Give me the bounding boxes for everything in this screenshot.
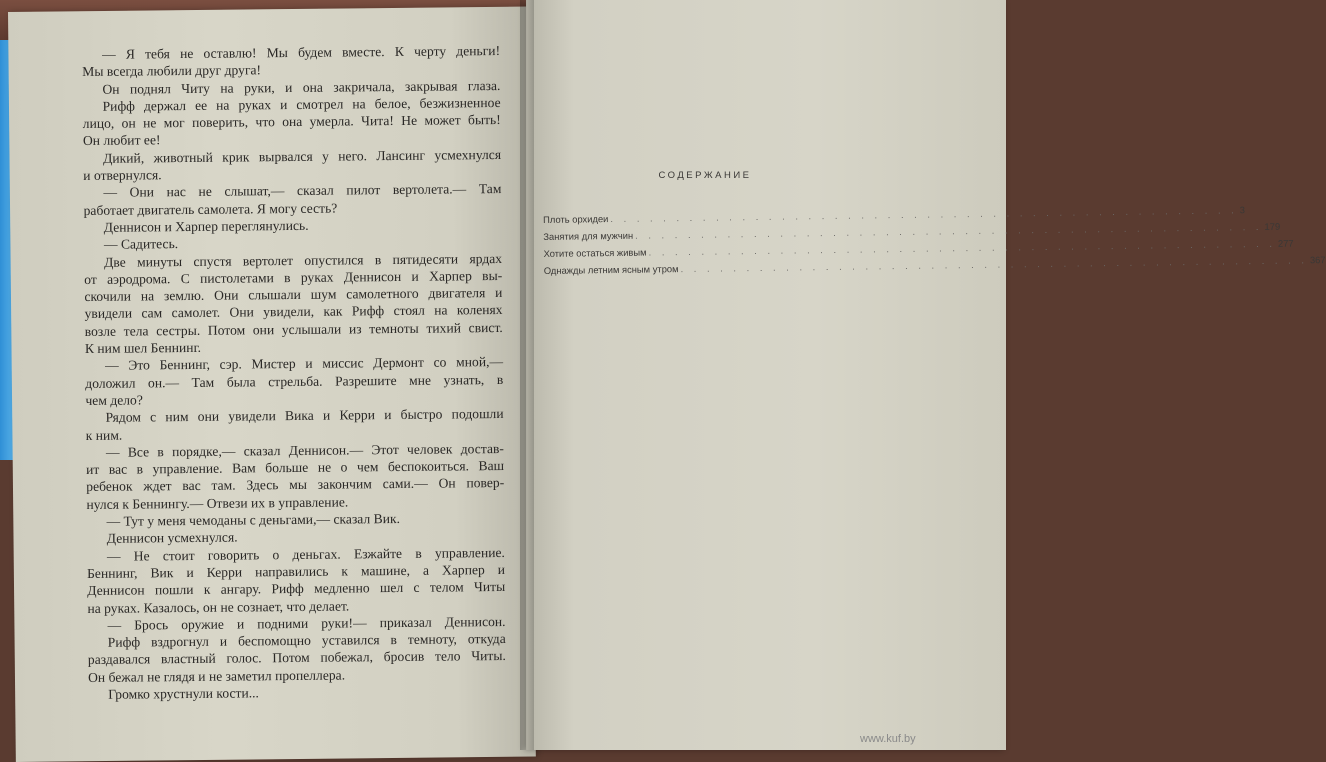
text-line: Он поднял Читу на руки, и она закричала, закрывая глаза.: [102, 77, 501, 97]
text-line: — Они нас не слышат,— сказал пилот вертолета.— Там: [103, 181, 502, 201]
text-line: — Садитесь.: [103, 236, 179, 253]
toc-entry-title: Хотите остаться живым: [543, 246, 647, 259]
text-line: Рифф держал ее на руках и смотрел на белое, безжизненное: [102, 94, 501, 114]
toc-entry-page: 277: [1277, 237, 1294, 249]
text-line: — Не стоит говорить о деньгах. Езжайте в управление.: [106, 544, 505, 564]
text-line: лицо, он не мог поверить, что она умерла. Чита! Не может быть!: [82, 112, 501, 132]
toc-entry-page: 179: [1264, 220, 1281, 232]
text-line: нулся к Беннингу.— Отвези их в управление.: [86, 494, 349, 512]
text-line: возле тела сестры. Потом они услышали из темноты тихий свист.: [84, 319, 503, 339]
story-text: [82, 42, 506, 703]
text-line: Две минуты спустя вертолет опустился в пятидесяти ярдах: [104, 250, 503, 270]
text-line: раздавался властный голос. Потом побежал, бросив тело Читы.: [87, 648, 506, 668]
toc-leader-dots: . . . . . . . . . . . . . . . . . . . . . . . . . . . . . . . . . . . . . . . . . . . . . . . .: [680, 254, 1308, 275]
text-line: ребенок ждет вас там. Здесь мы закончим сами.— Он повер-: [86, 475, 505, 495]
text-line: Он любит ее!: [82, 132, 161, 149]
toc-leader-dots: . . . . . . . . . . . . . . . . . . . . . . . . . . . . . . . . . . . . . . . . . . . . . . . .: [635, 220, 1263, 241]
text-line: Беннинг, Вик и Керри направились к машине, а Харпер и: [86, 561, 506, 581]
text-line: на руках. Казалось, он не сознает, что делает.: [87, 597, 350, 616]
text-line: работает двигатель самолета. Я могу сесть?: [83, 200, 338, 218]
toc-entry-page: 367: [1309, 254, 1326, 266]
toc-entry-page: 3: [1239, 204, 1246, 216]
text-line: — Брось оружие и подними руки!— приказал Деннисон.: [107, 613, 506, 633]
text-line: чем дело?: [85, 392, 143, 408]
text-line: Деннисон усмехнулся.: [106, 529, 238, 547]
text-line: и отвернулся.: [83, 167, 162, 184]
text-line: к ним.: [85, 427, 123, 443]
text-line: ит вас в управление. Вам больше не о чем беспокоиться. Ваш: [85, 458, 505, 478]
toc-leader-dots: . . . . . . . . . . . . . . . . . . . . . . . . . . . . . . . . . . . . . . . . . . . . . . . .: [648, 237, 1277, 258]
text-line: — Все в порядке,— сказал Деннисон.— Этот человек достав-: [105, 440, 504, 460]
text-line: Мы всегда любили друг друга!: [82, 62, 262, 80]
text-line: — Это Беннинг, сэр. Мистер и миссис Дермонт со мной,—: [104, 354, 504, 374]
text-line: Деннисон пошли к ангару. Рифф медленно шел с телом Читы: [87, 579, 506, 599]
text-line: Громко хрустнули кости...: [108, 685, 259, 702]
right-page: [526, 0, 1006, 750]
text-line: скочили на землю. Они слышали шум самолетного двигателя и: [84, 285, 503, 305]
text-line: увидели сам самолет. Они увидели, как Рифф стоял на коленях: [84, 302, 503, 322]
text-line: Дикий, животный крик вырвался у него. Лансинг усмехнулся: [103, 146, 502, 166]
toc-title: СОДЕРЖАНИЕ: [658, 170, 752, 181]
text-line: от аэродрома. С пистолетами в руках Деннисон и Харпер вы-: [84, 267, 503, 287]
text-line: — Тут у меня чемоданы с деньгами,— сказал Вик.: [106, 510, 401, 529]
text-line: — Я тебя не оставлю! Мы будем вместе. К черту деньги!: [102, 42, 501, 62]
toc-leader-dots: . . . . . . . . . . . . . . . . . . . . . . . . . . . . . . . . . . . . . . . . . . . . . . . .: [610, 204, 1238, 225]
text-line: К ним шел Беннинг.: [84, 339, 202, 357]
toc-entry-title: Однажды летним ясным утром: [543, 263, 679, 276]
text-line: доложил он.— Там была стрельба. Разрешите мне узнать, в: [85, 371, 504, 391]
watermark-text: www.kuf.by: [860, 733, 916, 745]
book-spine-shadow: [520, 0, 534, 750]
toc-entry-title: Занятия для мужчин: [543, 229, 634, 242]
text-line: Он бежал не глядя и не заметил пропеллера.: [87, 667, 346, 685]
text-line: Деннисон и Харпер переглянулись.: [103, 217, 309, 235]
toc-entry-title: Плоть орхидеи: [543, 213, 609, 225]
table-of-contents: [543, 204, 1326, 282]
text-line: Рифф вздрогнул и беспомощно уставился в темноту, откуда: [107, 631, 506, 650]
text-line: Рядом с ним они увидели Вика и Керри и быстро подошли: [105, 406, 504, 426]
